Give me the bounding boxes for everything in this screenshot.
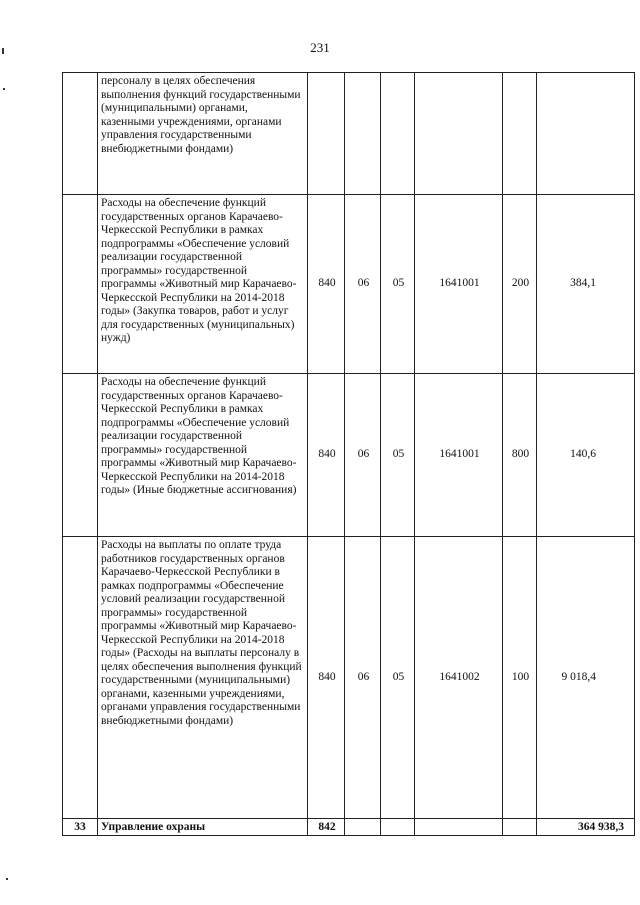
row-index [63,195,98,374]
table-row [63,374,635,537]
table-row [63,537,635,819]
ministry-code: 840 [308,374,345,537]
target-code: 1641001 [415,195,503,374]
ministry-code [308,73,345,195]
target-code: 1641001 [415,374,503,537]
table-row [63,73,635,195]
row-description: Управление охраны [98,819,308,836]
row-description: Расходы на обеспечение функций государственных органов Карачаево-Черкесской Республики в рамках подпрограммы «Обеспечение условий реализации государственной программы» государственной программы «Животный мир Карачаево-Черкесской Республики на 2014-2018 годы» (Закупка товаров, работ и услуг для государственных (муниципальных) нужд) [98,195,308,374]
scan-edge-mark [2,48,4,54]
row-index [63,374,98,537]
expense-type-code: 200 [503,195,537,374]
target-code [415,73,503,195]
amount: 9 018,4 [537,537,635,819]
row-description: Расходы на обеспечение функций государственных органов Карачаево-Черкесской Республики в рамках подпрограммы «Обеспечение условий реализации государственной программы» государственной программы «Животный мир Карачаево-Черкесской Республики на 2014-2018 годы» (Иные бюджетные ассигнования) [98,374,308,537]
section-code: 06 [345,374,381,537]
ministry-code: 840 [308,537,345,819]
expense-type-code: 100 [503,537,537,819]
expense-type-code: 800 [503,374,537,537]
section-code: 06 [345,195,381,374]
subsection-code: 05 [381,374,415,537]
section-code [345,819,381,836]
subsection-code: 05 [381,195,415,374]
row-description: персоналу в целях обеспечения выполнения функций государственными (муниципальными) органами, казенными учреждениями, органами управления государственными внебюджетными фондами) [98,73,308,195]
amount [537,73,635,195]
subsection-code [381,819,415,836]
ministry-code: 842 [308,819,345,836]
scan-edge-mark [3,88,5,90]
section-code [345,73,381,195]
amount: 384,1 [537,195,635,374]
subsection-code: 05 [381,537,415,819]
section-code: 06 [345,537,381,819]
amount: 364 938,3 [537,819,635,836]
subsection-code [381,73,415,195]
row-description: Расходы на выплаты по оплате труда работников государственных органов Карачаево-Черкесской Республики в рамках подпрограммы «Обеспечение условий реализации государственной программы» государственной программы «Животный мир Карачаево-Черкесской Республики на 2014-2018 годы» (Расходы на выплаты персоналу в целях обеспечения выполнения функций государственными (муниципальными) органами, казенными учреждениями, органами управления государственными внебюджетными фондами) [98,537,308,819]
table-row [63,195,635,374]
total-row [63,819,635,836]
expense-type-code [503,73,537,195]
amount: 140,6 [537,374,635,537]
target-code: 1641002 [415,537,503,819]
page-number: 231 [310,40,330,55]
row-index [63,537,98,819]
budget-table [62,72,635,836]
expense-type-code [503,819,537,836]
target-code [415,819,503,836]
scan-edge-mark [6,878,8,880]
row-index [63,73,98,195]
row-index: 33 [63,819,98,836]
ministry-code: 840 [308,195,345,374]
